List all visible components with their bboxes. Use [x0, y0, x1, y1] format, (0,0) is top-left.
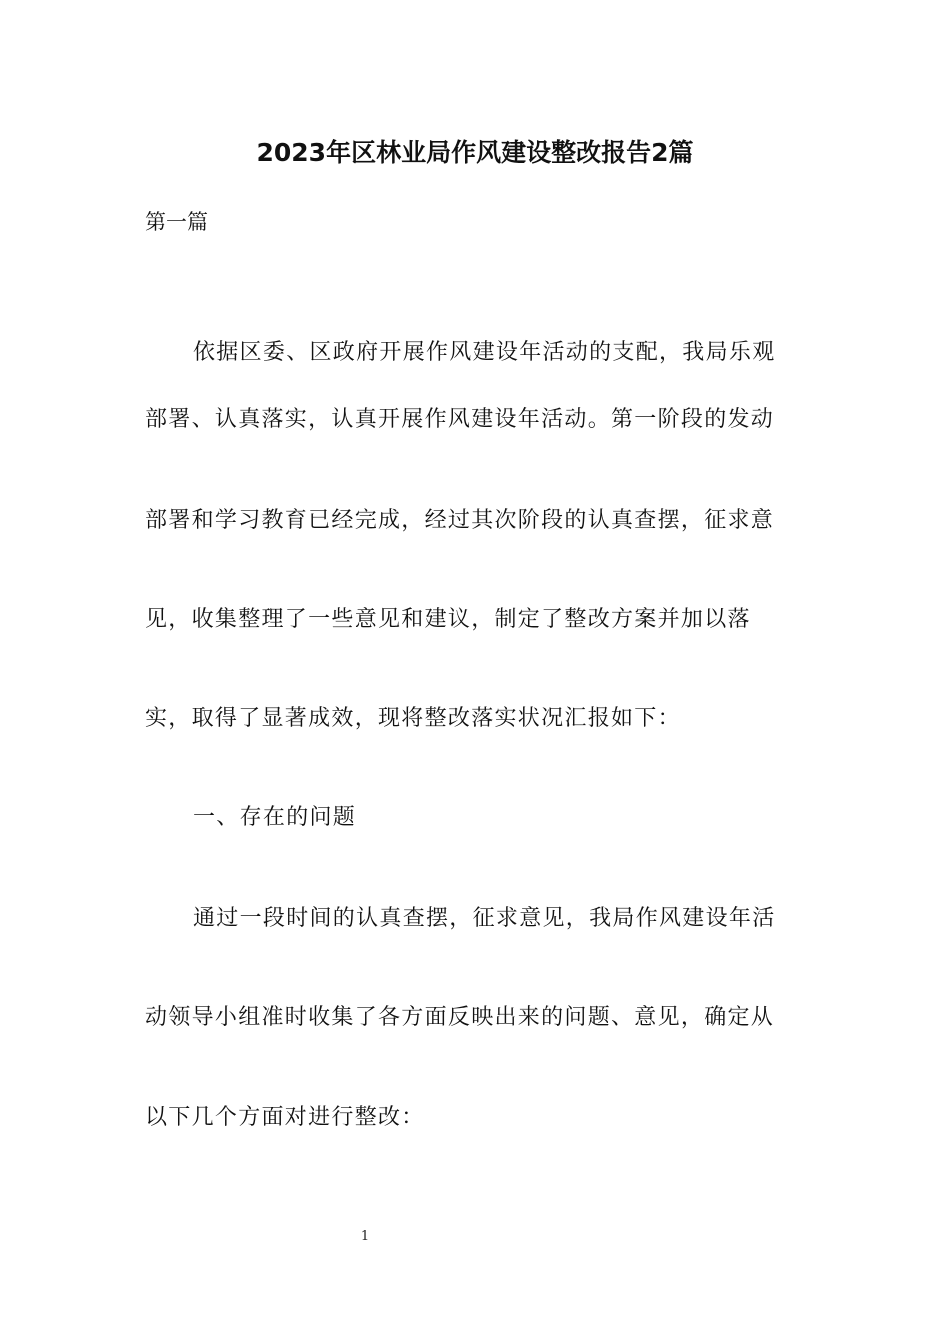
paragraph-line: 见，收集整理了一些意见和建议，制定了整改方案并加以落 — [145, 607, 751, 632]
section-label: 第一篇 — [145, 210, 208, 234]
paragraph-line: 实，取得了显著成效，现将整改落实状况汇报如下： — [145, 706, 681, 731]
paragraph-line: 通过一段时间的认真查摆，征求意见，我局作风建设年活 — [193, 906, 776, 931]
paragraph-line: 以下几个方面对进行整改： — [145, 1105, 425, 1130]
paragraph-line: 依据区委、区政府开展作风建设年活动的支配，我局乐观 — [193, 340, 776, 365]
paragraph-line: 部署和学习教育已经完成，经过其次阶段的认真查摆，征求意 — [145, 508, 775, 533]
section-heading: 一、存在的问题 — [193, 805, 357, 830]
document-title: 2023年区林业局作风建设整改报告2篇 — [256, 138, 694, 167]
page-number: 1 — [360, 1229, 370, 1244]
paragraph-line: 部署、认真落实，认真开展作风建设年活动。第一阶段的发动 — [145, 407, 775, 432]
paragraph-line: 动领导小组准时收集了各方面反映出来的问题、意见，确定从 — [145, 1005, 775, 1030]
